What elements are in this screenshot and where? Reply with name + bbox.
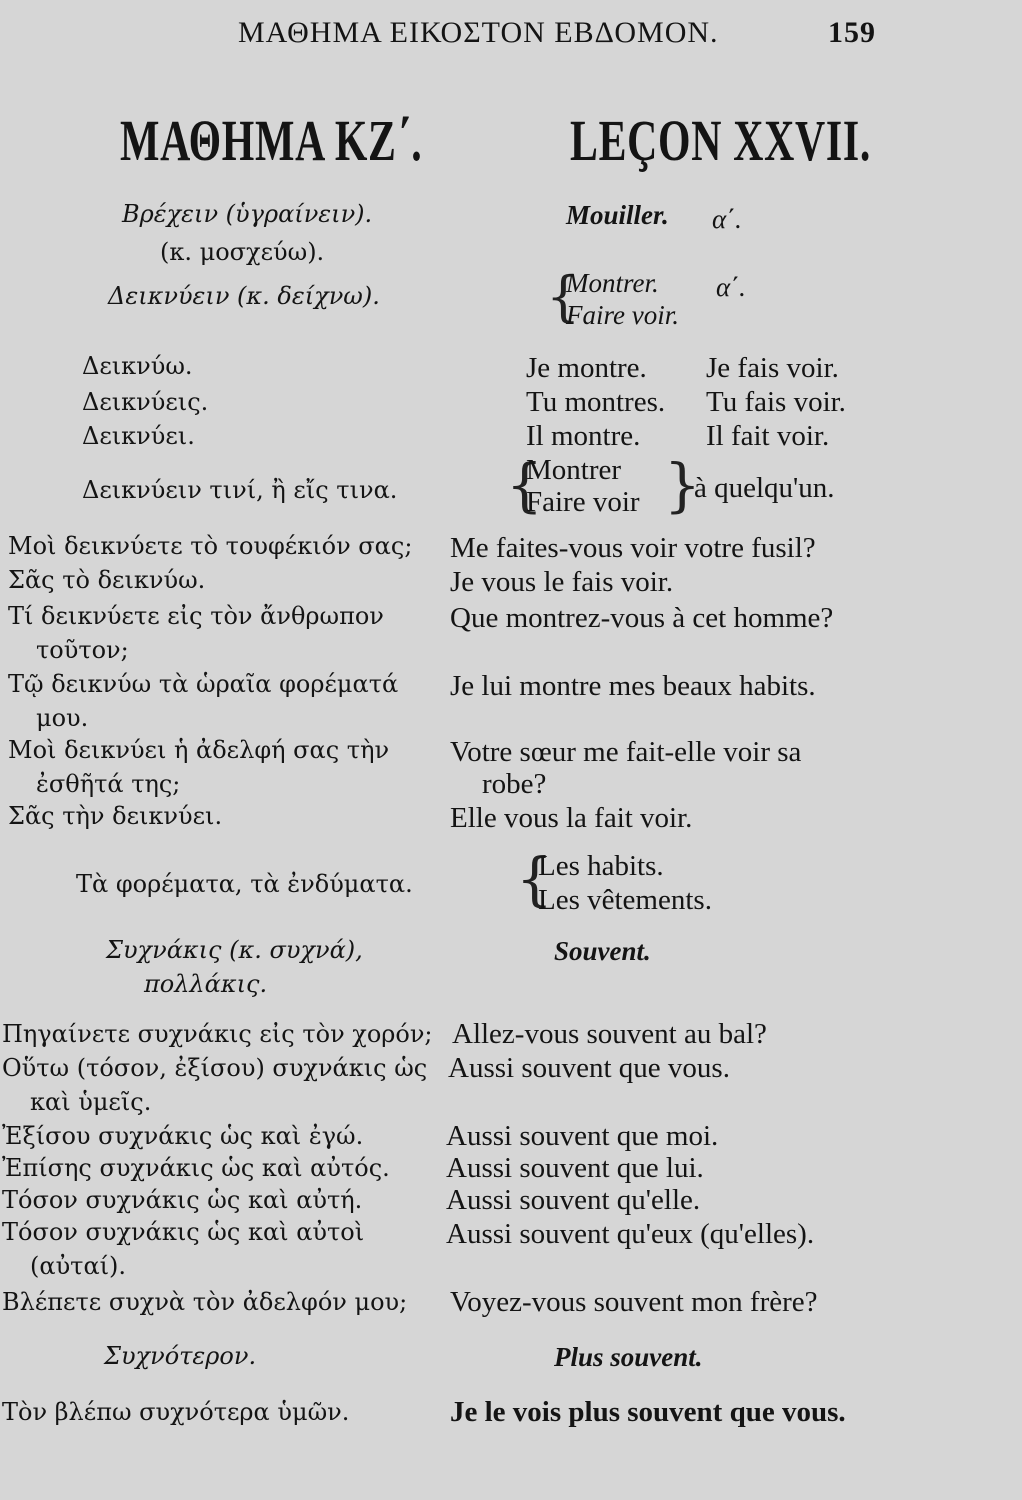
lesson-title-greek: ΜΑΘΗΜΑ ΚΖ΄. — [120, 108, 423, 173]
dlg1-greek-4a: Τῷ δεικνύω τὰ ὡραῖα φορέματά — [8, 670, 399, 698]
dlg2-french-4: Aussi souvent que lui. — [446, 1152, 704, 1184]
dlg1-greek-6: Σᾶς τὴν δεικνύει. — [8, 802, 223, 830]
vocab-french-wet-mark: α΄. — [712, 204, 742, 234]
dlg1-french-5b: robe? — [482, 768, 547, 800]
dlg2-greek-6a: Τόσον συχνάκις ὡς καὶ αὐτοὶ — [2, 1218, 365, 1246]
construction-french-show: Montrer — [526, 454, 622, 486]
final-french: Je le vois plus souvent que vous. — [450, 1396, 846, 1428]
dlg2-greek-4: Ἐπίσης συχνάκις ὡς καὶ αὐτός. — [2, 1154, 390, 1182]
dlg1-french-1: Me faites-vous voir votre fusil? — [450, 532, 816, 564]
dlg1-french-5a: Votre sœur me fait-elle voir sa — [450, 736, 802, 768]
dlg2-greek-2a: Οὕτω (τόσον, ἐξίσου) συχνάκις ὡς — [2, 1054, 428, 1082]
dlg2-french-7: Voyez-vous souvent mon frère? — [450, 1286, 818, 1318]
dlg1-greek-5b: ἐσθῆτά της; — [36, 770, 181, 798]
brace-construction-right: } — [664, 451, 701, 519]
often-greek-1: Συχνάκις (κ. συχνά), — [106, 936, 363, 964]
dlg1-greek-1: Μοὶ δεικνύετε τὸ τουφέκιόν σας; — [8, 532, 413, 560]
page-number: 159 — [828, 16, 876, 49]
running-title: ΜΑΘΗΜΑ ΕΙΚΟΣΤΟΝ ΕΒΔΟΜΟΝ. — [238, 16, 719, 49]
brace-construction-left: { — [506, 451, 543, 519]
more-often-french: Plus souvent. — [554, 1342, 703, 1372]
clothes-french-2: Les vêtements. — [538, 884, 712, 916]
vocab-french-wet: Mouiller. — [566, 200, 669, 230]
conj-greek-3: Δεικνύει. — [82, 422, 195, 450]
dlg1-french-4: Je lui montre mes beaux habits. — [450, 670, 816, 702]
dlg1-french-2: Je vous le fais voir. — [450, 566, 674, 598]
vocab-greek-show: Δεικνύειν (κ. δείχνω). — [108, 282, 380, 310]
dlg2-greek-7: Βλέπετε συχνὰ τὸν ἀδελφόν μου; — [2, 1288, 408, 1316]
dlg2-greek-2b: καὶ ὑμεῖς. — [30, 1088, 152, 1116]
vocab-greek-wet-alt: (κ. μοσχεύω). — [160, 238, 325, 266]
vocab-french-show: Montrer. — [566, 268, 659, 298]
dlg2-french-1: Allez-vous souvent au bal? — [452, 1018, 767, 1050]
vocab-french-show-mark: α΄. — [716, 272, 746, 302]
dlg2-french-5: Aussi souvent qu'elle. — [446, 1184, 701, 1216]
dlg1-greek-3b: τοῦτον; — [36, 636, 129, 664]
dlg2-greek-3: Ἐξίσου συχνάκις ὡς καὶ ἐγώ. — [2, 1122, 364, 1150]
vocab-greek-wet: Βρέχειν (ὑγραίνειν). — [122, 200, 373, 228]
brace-clothes: { — [516, 845, 553, 913]
conj-french-a-1: Je montre. — [526, 352, 647, 384]
conj-greek-1: Δεικνύω. — [82, 352, 193, 380]
clothes-french-1: Les habits. — [538, 850, 664, 882]
dlg2-greek-6b: (αὐταί). — [30, 1252, 127, 1280]
conj-french-a-2: Tu montres. — [526, 386, 666, 418]
dlg1-greek-2: Σᾶς τὸ δεικνύω. — [8, 566, 206, 594]
dlg1-french-3: Que montrez-vous à cet homme? — [450, 602, 834, 634]
construction-french-make-see: Faire voir — [526, 486, 640, 518]
conj-french-b-3: Il fait voir. — [706, 420, 830, 452]
more-often-greek: Συχνότερον. — [104, 1342, 257, 1370]
dlg1-greek-4b: μου. — [36, 704, 89, 732]
conj-french-b-2: Tu fais voir. — [706, 386, 846, 418]
dlg1-french-6: Elle vous la fait voir. — [450, 802, 693, 834]
construction-greek: Δεικνύειν τινί, ἢ εἴς τινα. — [82, 476, 398, 504]
construction-french-object: à quelqu'un. — [694, 472, 835, 504]
dlg2-french-2: Aussi souvent que vous. — [448, 1052, 730, 1084]
conj-greek-2: Δεικνύεις. — [82, 388, 209, 416]
dlg2-french-3: Aussi souvent que moi. — [446, 1120, 719, 1152]
final-greek: Τὸν βλέπω συχνότερα ὑμῶν. — [2, 1398, 350, 1426]
dlg2-greek-5: Τόσον συχνάκις ὡς καὶ αὐτή. — [2, 1186, 363, 1214]
conj-french-b-1: Je fais voir. — [706, 352, 839, 384]
dlg2-greek-1: Πηγαίνετε συχνάκις εἰς τὸν χορόν; — [2, 1020, 433, 1048]
clothes-greek: Τὰ φορέματα, τὰ ἐνδύματα. — [76, 870, 413, 898]
brace-show: { — [546, 265, 581, 328]
conj-french-a-3: Il montre. — [526, 420, 641, 452]
vocab-french-make-see: Faire voir. — [566, 300, 679, 330]
lesson-title-french: LEÇON XXVII. — [570, 108, 872, 173]
dlg1-greek-3a: Τί δεικνύετε εἰς τὸν ἄνθρωπον — [8, 602, 384, 630]
often-french: Souvent. — [554, 936, 651, 966]
dlg1-greek-5a: Μοὶ δεικνύει ἡ ἀδελφή σας τὴν — [8, 736, 390, 764]
dlg2-french-6: Aussi souvent qu'eux (qu'elles). — [446, 1218, 815, 1250]
often-greek-2: πολλάκις. — [144, 970, 268, 998]
